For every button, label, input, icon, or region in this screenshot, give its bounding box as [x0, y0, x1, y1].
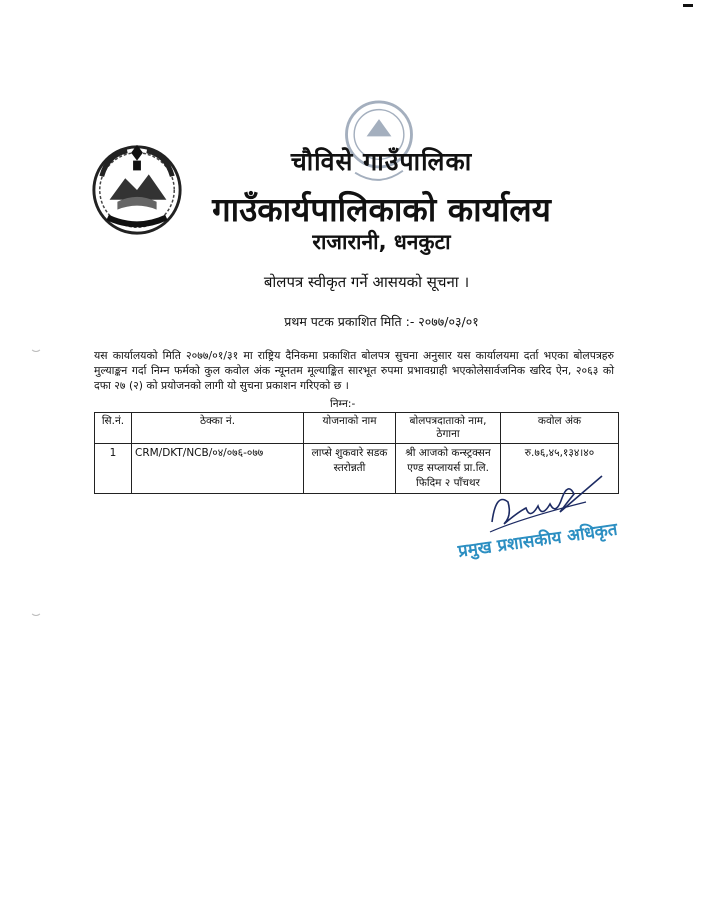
- list-intro: निम्न:-: [330, 398, 356, 410]
- cell-amount: रु.७६,४५,१३४।४०: [501, 444, 619, 494]
- column-header-sn: सि.नं.: [95, 413, 132, 444]
- scan-edge-mark: [683, 4, 693, 7]
- column-header-amount: कवोल अंक: [501, 413, 619, 444]
- punch-hole-mark: [30, 604, 42, 616]
- notice-title: बोलपत्र स्वीकृत गर्ने आसयको सूचना ।: [263, 273, 470, 291]
- cell-bidder: श्री आजको कन्स्ट्रक्सन एण्ड सप्लायर्स प्रा.लि. फिदिम २ पाँचथर: [396, 444, 501, 494]
- punch-hole-mark: [30, 340, 42, 352]
- cell-contract-no: CRM/DKT/NCB/०४/०७६-०७७: [132, 444, 304, 494]
- column-header-project: योजनाको नाम: [304, 413, 396, 444]
- table-header-row: [95, 413, 619, 444]
- column-header-bidder: बोलपत्रदाताको नाम, ठेगाना: [396, 413, 501, 444]
- office-address: राजारानी, धनकुटा: [312, 230, 451, 254]
- organization-name: चौविसे गाउँपालिका: [290, 147, 473, 176]
- cell-project: लाप्से शुकवारे सडक स्तरोन्नती: [304, 444, 396, 494]
- publication-date: प्रथम पटक प्रकाशित मिति :- २०७७/०३/०१: [284, 314, 479, 329]
- notice-body: यस कार्यालयको मिति २०७७/०१/३१ मा राष्ट्रिय दैनिकमा प्रकाशित बोलपत्र सुचना अनुसार यस कार्यालयमा दर्ता भएका बोलपत्रहरु मुल्याङ्कन गर्दा निम्न फर्मको कुल कवोल अंक न्यूनतम मूल्याङ्कित सारभूत रुपमा प्रभावग्राही भएकोलेसार्वजनिक खरिद ऐन, २०६३ को दफा २७ (२) को प्रयोजनको लागी यो सुचना प्रकाशन गरिएको छ ।: [94, 349, 614, 392]
- designation-stamp: प्रमुख प्रशासकीय अधिकृत: [456, 519, 619, 562]
- cell-sn: 1: [95, 444, 132, 494]
- office-name: गाउँकार्यपालिकाको कार्यालय: [212, 190, 551, 229]
- column-header-contract: ठेक्का नं.: [132, 413, 304, 444]
